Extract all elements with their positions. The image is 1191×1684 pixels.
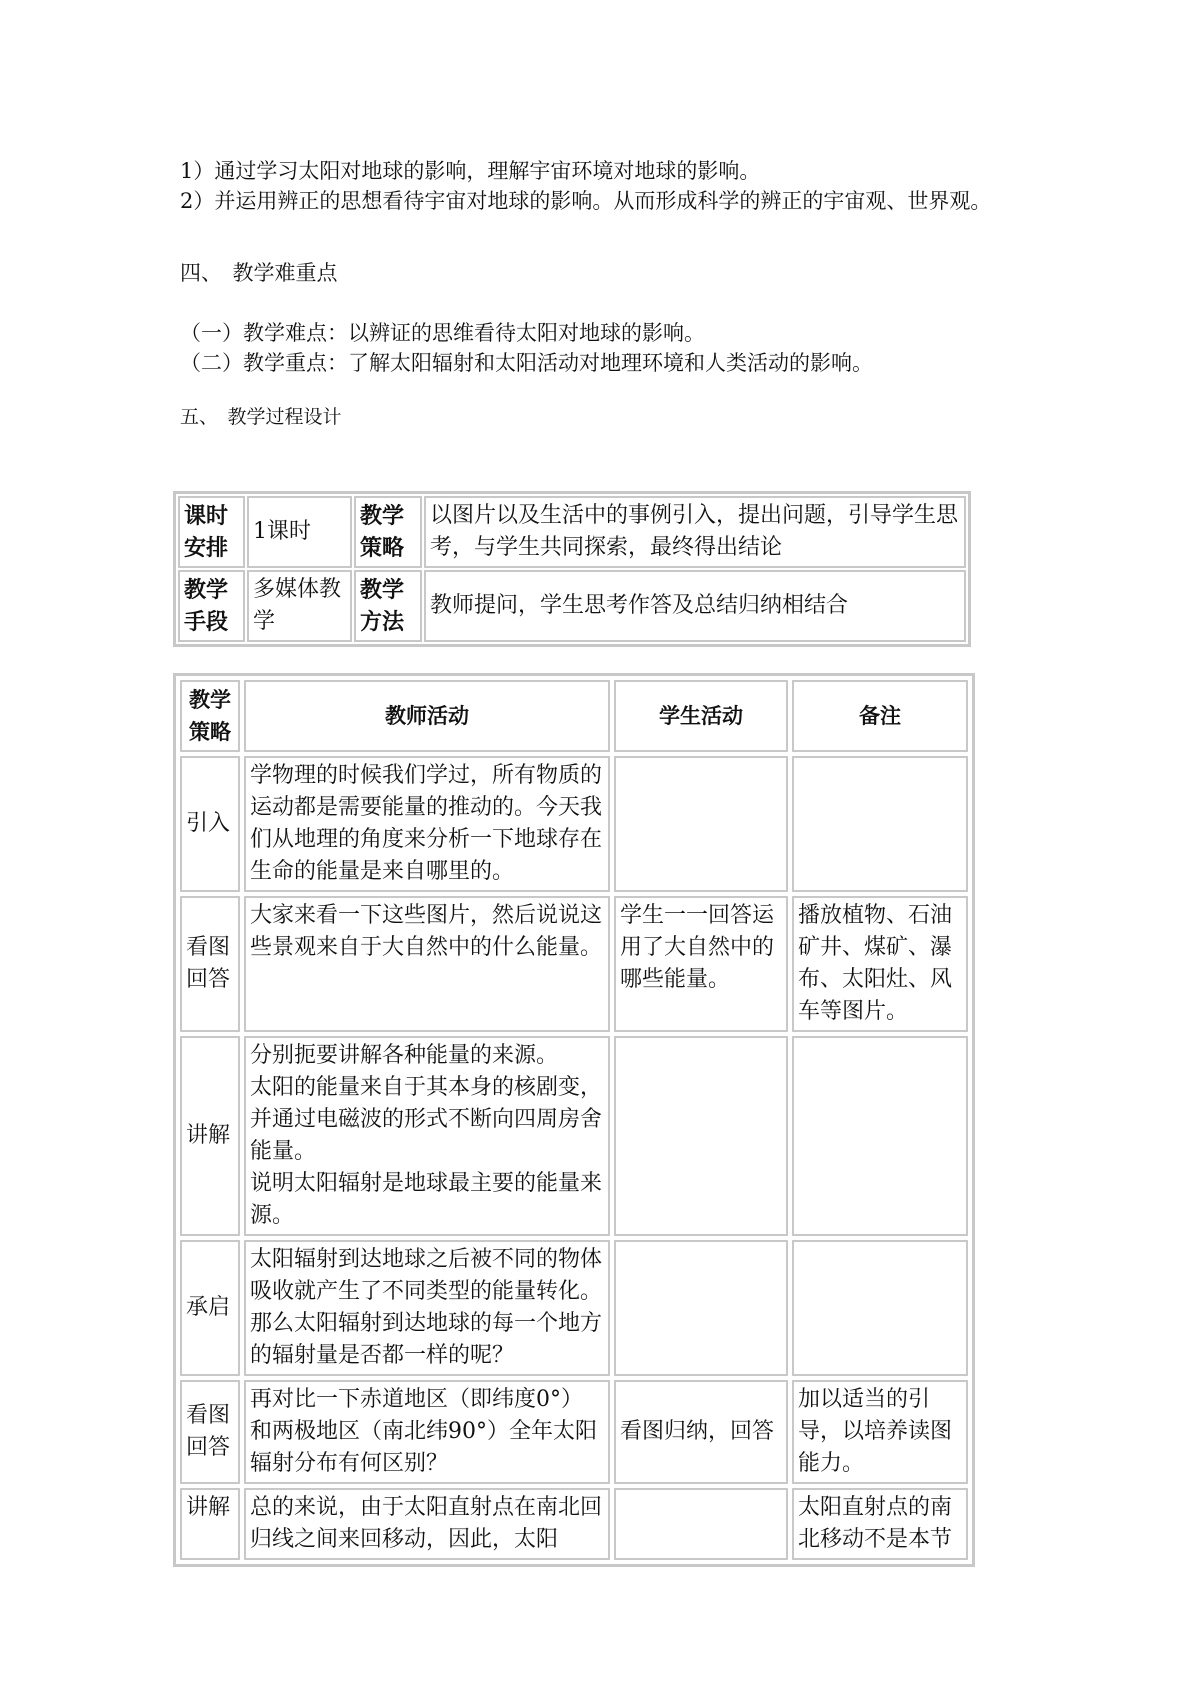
teacher-activity-cell: 总的来说，由于太阳直射点在南北回归线之间来回移动，因此，太阳 bbox=[244, 1488, 610, 1560]
column-header-student: 学生活动 bbox=[614, 680, 788, 752]
table-row bbox=[180, 756, 968, 892]
info-header: 教学方法 bbox=[354, 570, 422, 642]
teacher-line: 分别扼要讲解各种能量的来源。 bbox=[250, 1043, 559, 1068]
note-cell: 太阳直射点的南北移动不是本节 bbox=[792, 1488, 968, 1560]
column-header-note: 备注 bbox=[792, 680, 968, 752]
lesson-info-table bbox=[173, 491, 971, 647]
column-header-strategy: 教学策略 bbox=[180, 680, 240, 752]
strategy-cell: 承启 bbox=[180, 1240, 240, 1376]
student-activity-cell bbox=[614, 1488, 788, 1560]
info-header: 教学手段 bbox=[178, 570, 245, 642]
info-value: 教师提问，学生思考作答及总结归纳相结合 bbox=[424, 570, 966, 642]
strategy-cell: 讲解 bbox=[180, 1036, 240, 1236]
key-point-item: （二）教学重点：了解太阳辐射和太阳活动对地理环境和人类活动的影响。 bbox=[180, 351, 873, 375]
info-value: 以图片以及生活中的事例引入，提出问题，引导学生思考，与学生共同探索，最终得出结论 bbox=[424, 496, 966, 568]
student-activity-cell bbox=[614, 1240, 788, 1376]
strategy-cell: 看图回答 bbox=[180, 1380, 240, 1484]
teacher-line: 说明太阳辐射是地球最主要的能量来源。 bbox=[250, 1171, 603, 1228]
teacher-activity-cell: 再对比一下赤道地区（即纬度0°）和两极地区（南北纬90°）全年太阳辐射分布有何区别？ bbox=[244, 1380, 610, 1484]
student-activity-cell bbox=[614, 1036, 788, 1236]
column-header-teacher: 教师活动 bbox=[244, 680, 610, 752]
teaching-process-table bbox=[173, 673, 975, 1567]
teacher-line: 太阳的能量来自于其本身的核剧变，并通过电磁波的形式不断向四周房舍能量。 bbox=[250, 1075, 603, 1164]
info-row bbox=[178, 496, 966, 568]
info-value: 多媒体教学 bbox=[247, 570, 352, 642]
table-row bbox=[180, 1036, 968, 1236]
teacher-activity-cell: 大家来看一下这些图片，然后说说这些景观来自于大自然中的什么能量。 bbox=[244, 896, 610, 1032]
note-cell bbox=[792, 1240, 968, 1376]
teacher-activity-cell: 学物理的时候我们学过，所有物质的运动都是需要能量的推动的。今天我们从地理的角度来分析一下地球存在生命的能量是来自哪里的。 bbox=[244, 756, 610, 892]
strategy-cell: 讲解 bbox=[180, 1488, 240, 1560]
goal-1: 1）通过学习太阳对地球的影响，理解宇宙环境对地球的影响。 bbox=[180, 159, 761, 183]
info-header: 课时安排 bbox=[178, 496, 245, 568]
student-activity-cell: 学生一一回答运用了大自然中的哪些能量。 bbox=[614, 896, 788, 1032]
section4-title: 四、 教学难重点 bbox=[180, 261, 338, 285]
table-row bbox=[180, 1240, 968, 1376]
difficulty-item: （一）教学难点：以辨证的思维看待太阳对地球的影响。 bbox=[180, 321, 705, 345]
student-activity-cell: 看图归纳，回答 bbox=[614, 1380, 788, 1484]
info-row bbox=[178, 570, 966, 642]
info-header: 教学策略 bbox=[354, 496, 422, 568]
teacher-activity-cell: 太阳辐射到达地球之后被不同的物体吸收就产生了不同类型的能量转化。那么太阳辐射到达地球的每一个地方的辐射量是否都一样的呢？ bbox=[244, 1240, 610, 1376]
strategy-cell: 看图回答 bbox=[180, 896, 240, 1032]
note-cell bbox=[792, 1036, 968, 1236]
note-cell: 加以适当的引导，以培养读图能力。 bbox=[792, 1380, 968, 1484]
goal-2: 2）并运用辨正的思想看待宇宙对地球的影响。从而形成科学的辨正的宇宙观、世界观。 bbox=[180, 189, 992, 213]
student-activity-cell bbox=[614, 756, 788, 892]
note-cell bbox=[792, 756, 968, 892]
section5-title: 五、 教学过程设计 bbox=[180, 406, 342, 428]
table-row bbox=[180, 1488, 968, 1560]
process-header-row bbox=[180, 680, 968, 752]
table-row bbox=[180, 1380, 968, 1484]
table-row bbox=[180, 896, 968, 1032]
note-cell: 播放植物、石油矿井、煤矿、瀑布、太阳灶、风车等图片。 bbox=[792, 896, 968, 1032]
info-value: 1课时 bbox=[247, 496, 352, 568]
strategy-cell: 引入 bbox=[180, 756, 240, 892]
teacher-activity-cell bbox=[244, 1036, 610, 1236]
